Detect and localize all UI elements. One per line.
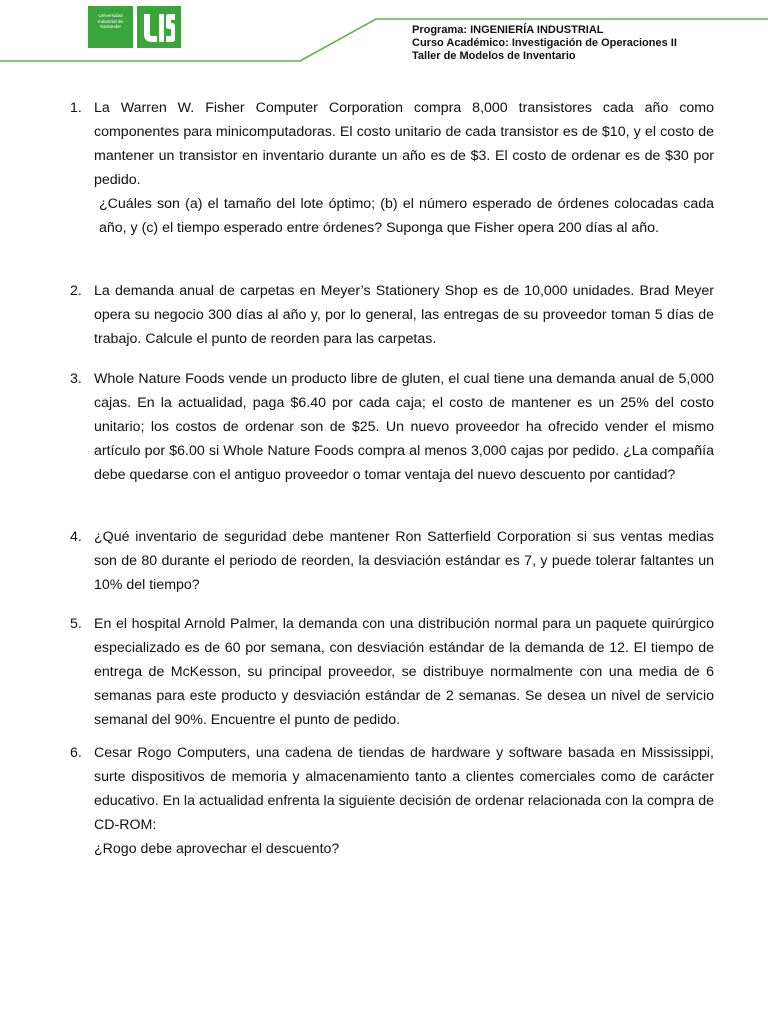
problem-text: Cesar Rogo Computers, una cadena de tiendas de hardware y software basada en Mississippi, surte dispositivos de memoria y almacenamiento tanto a clientes comerciales como de carácter educativo. En la actualidad enfrenta la siguiente decisión de ordenar relacionada con la compra de CD-ROM: xyxy=(94,745,714,833)
logo-text: Universidad Industrial de Santander xyxy=(97,13,124,30)
problem-5 xyxy=(70,612,714,732)
problem-6 xyxy=(70,741,714,861)
problem-1 xyxy=(70,96,714,240)
problem-number: 3. xyxy=(70,371,82,387)
program-title: Programa: INGENIERÍA INDUSTRIAL xyxy=(412,24,604,36)
problem-text: ¿Qué inventario de seguridad debe mantener Ron Satterfield Corporation si sus ventas medias son de 80 durante el periodo de reorden, la desviación estándar es 7, y puede tolerar faltantes un 10% del tiempo? xyxy=(94,529,714,593)
problem-number: 5. xyxy=(70,616,82,632)
problem-2 xyxy=(70,279,714,351)
problem-question: ¿Cuáles son (a) el tamaño del lote óptimo; (b) el número esperado de órdenes colocadas cada año, y (c) el tiempo esperado entre órdenes? Suponga que Fisher opera 200 días al año. xyxy=(99,196,714,236)
problem-number: 1. xyxy=(70,100,82,116)
uis-logo-mark xyxy=(137,6,181,48)
problem-number: 4. xyxy=(70,529,82,545)
problem-4 xyxy=(70,525,714,597)
problem-text: Whole Nature Foods vende un producto libre de gluten, el cual tiene una demanda anual de 5,000 cajas. En la actualidad, paga $6.40 por cada caja; el costo de mantener es un 25% del costo unitario; los costos de ordenar son de $25. Un nuevo proveedor ha ofrecido vender el mismo artículo por $6.00 si Whole Nature Foods compra al menos 3,000 cajas por pedido. ¿La compañía debe quedarse con el antiguo proveedor o tomar ventaja del nuevo descuento por cantidad? xyxy=(94,371,714,483)
problem-text: La Warren W. Fisher Computer Corporation compra 8,000 transistores cada año como componentes para minicomputadoras. El costo unitario de cada transistor es de $10, y el costo de mantener un transistor en inventario durante un año es de $3. El costo de ordenar es de $30 por pedido. xyxy=(94,100,714,188)
problem-text: La demanda anual de carpetas en Meyer’s Stationery Shop es de 10,000 unidades. Brad Meyer opera su negocio 300 días al año y, por lo general, las entregas de su proveedor toman 5 días de trabajo. Calcule el punto de reorden para las carpetas. xyxy=(94,283,714,347)
course-header xyxy=(412,24,677,63)
university-logo xyxy=(88,6,133,48)
problem-question: ¿Rogo debe aprovechar el descuento? xyxy=(94,841,340,857)
problem-3 xyxy=(70,367,714,487)
problem-number: 2. xyxy=(70,283,82,299)
problem-number: 6. xyxy=(70,745,82,761)
workshop-title: Taller de Modelos de Inventario xyxy=(412,50,576,62)
problem-text: En el hospital Arnold Palmer, la demanda con una distribución normal para un paquete quirúrgico especializado es de 60 por semana, con desviación estándar de la demanda de 12. El tiempo de entrega de McKesson, su principal proveedor, se distribuye normalmente con una media de 6 semanas para este producto y desviación estándar de 2 semanas. Se desea un nivel de servicio semanal del 90%. Encuentre el punto de pedido. xyxy=(94,616,714,728)
course-title: Curso Académico: Investigación de Operaciones II xyxy=(412,37,677,49)
